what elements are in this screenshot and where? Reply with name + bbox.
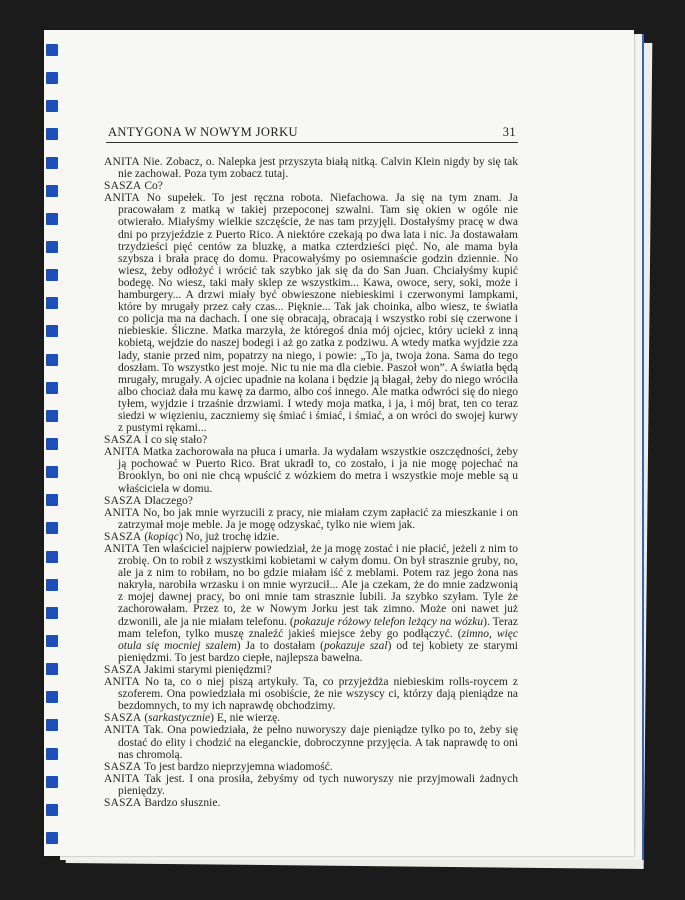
speech-text: Tak jest. I ona prosiła, żebyśmy od tych nuworyszy nie przyjmowali żadnych pieniędzy. bbox=[118, 772, 518, 797]
binding-hole bbox=[46, 72, 58, 84]
speech-text: Nie. Zobacz, o. Nalepka jest przyszyta białą nitką. Calvin Klein nigdy by się tak nie zachował. Poza tym zobacz tutaj. bbox=[118, 156, 518, 181]
speech-line bbox=[104, 676, 518, 712]
binding-hole bbox=[46, 691, 58, 703]
binding-hole bbox=[46, 551, 58, 563]
speech-text: Co? bbox=[144, 180, 163, 193]
binding-hole bbox=[46, 382, 58, 394]
binding-hole bbox=[46, 100, 58, 112]
binding-hole bbox=[46, 607, 58, 619]
binding-hole bbox=[46, 128, 58, 140]
binding-hole bbox=[46, 157, 58, 169]
running-title: ANTYGONA W NOWYM JORKU bbox=[108, 125, 298, 139]
binding-hole bbox=[46, 832, 58, 844]
stage-direction: sarkastycznie bbox=[148, 712, 211, 725]
stage-direction: zimno, więc otula się mocniej szalem bbox=[118, 627, 518, 652]
speech-text: Matka zachorowała na płuca i umarła. Ja wydałam wszystkie oszczędności, żeby ją pochować w Puerto Rico. Brat ukradł to, co zostało, i ja nie mogę pojechać na Brooklyn, bo oni nie chcą wpuścić z wózkiem do metra i wszystkie moje meble są u właściciela w domu. bbox=[118, 446, 518, 495]
speech-text: No ta, co o niej piszą artykuły. Ta, co przyjeżdża niebieskim rolls-roycem z szoferem. Ona powiedziała mi osobiście, że nie wszyscy ci, którzy dają pieniądze na bezdomnych, to my ich naprawdę obchodzimy. bbox=[118, 676, 518, 713]
binding-hole bbox=[46, 44, 58, 56]
speech-line bbox=[104, 664, 518, 676]
speech-text: To jest bardzo nieprzyjemna wiadomość. bbox=[144, 760, 333, 773]
binding-hole bbox=[46, 297, 58, 309]
speech-text: Jakimi starymi pieniędzmi? bbox=[144, 663, 272, 676]
speech-text: Ten właściciel najpierw powiedział, że ja mogę zostać i nie płacić, jeżeli z nim to zrobię. On to robił z wszystkimi kobietami w całym domu. On był strasznie gruby, no, ale ja z nim to robiłam, no bo gdzie miałam iść z meblami. Potem raz jego żona nas nakryła, narobiła wrzasku i on mnie wyrzucił... Ale ja czekam, że do mnie zadzwonią z mojej dawnej pracy, bo oni mnie tam strasznie lubili. Ja szybko szyłam. Tyle że zachorowałam. Przez to, że w Nowym Jorku jest tak zimno. Może oni nawet już dzwonili, ale ja nie miałam telefonu. ( bbox=[118, 543, 518, 628]
speech-line bbox=[104, 446, 518, 494]
speaker-name: ANITA bbox=[104, 506, 140, 519]
binding-hole bbox=[46, 438, 58, 450]
stage-direction: pokazuje różowy telefon leżący na wózku bbox=[293, 615, 484, 628]
speech-line bbox=[104, 761, 518, 773]
speaker-name: SASZA bbox=[104, 530, 142, 543]
binding-hole bbox=[46, 213, 58, 225]
speech-text: ( bbox=[144, 712, 149, 725]
binding-hole bbox=[46, 663, 58, 675]
binding-hole bbox=[46, 269, 58, 281]
speaker-name: SASZA bbox=[104, 796, 142, 809]
binding-hole bbox=[46, 241, 58, 253]
page-number: 31 bbox=[502, 125, 516, 139]
binding-hole bbox=[46, 466, 58, 478]
spiral-binding bbox=[46, 44, 62, 844]
stage-direction: kopiąc bbox=[148, 530, 179, 543]
speaker-name: SASZA bbox=[104, 180, 142, 193]
dialogue-text bbox=[104, 156, 518, 816]
speaker-name: SASZA bbox=[104, 434, 142, 447]
binding-hole bbox=[46, 719, 58, 731]
speech-text: No supełek. To jest ręczna robota. Niefachowa. Ja się na tym znam. Ja pracowałam z matką w takiej przepoconej szwalni. Tam się okien w ogóle nie otwierało. Miałyśmy wielkie szczęście, że nas tam przyjęli. Dostałyśmy pracę w dwa dni po przyjeździe z Puerto Rico. A niektóre czekają po dwa lata i nic. Ja dostawałam trzydzieści pięć centów za bluzkę, a matka czterdzieści pięć. No, ale mama była szybsza i brała pracę do domu. Pracowałyśmy po osiemnaście godzin dziennie. No wiesz, żeby odłożyć i wrócić tak szybko jak się da do San Juan. Chciałyśmy kupić bodegę. No wiesz, taki mały sklep ze wszystkim... Kawa, owoce, sery, soki, może i hamburgery... A drzwi miały być obwieszone niebieskimi i czerwonymi lampkami, które by mrugały przez cały czas... Pięknie... Tak jak choinka, albo wiesz, te światła co policja ma na dachach. I one się obracają, obracają i wszystko robi się czerwone i niebieskie. Śliczne. Matka marzyła, że któregoś dnia mój ojciec, który uciekł z inną kobietą, wejdzie do naszej bodegi i aż go zatka z podziwu. A wtedy matka wyjdzie zza lady, stanie przed nim, popatrzy na niego, i powie: „To ja, twoja żona. Sama do tego doszłam. To wszystko jest moje. Nic tu nie ma dla ciebie. Paszoł won”. A światła będą mrugały, mrugały. A ojciec upadnie na kolana i będzie ją błagał, żeby do niego wróciła albo chociaż dała mu kawę za darmo, albo coś innego. Ale matka odwróci się do niego tyłem, wyjdzie i trzaśnie drzwiami. I wtedy moja matka, i ja, i mój brat, ten co teraz siedzi w więzieniu, zaczniemy się śmiać i śmiać, i śmiać, a on wróci do swojej kurwy z pustymi rękami... bbox=[118, 192, 518, 435]
speaker-name: SASZA bbox=[104, 494, 142, 507]
binding-hole bbox=[46, 522, 58, 534]
binding-hole bbox=[46, 804, 58, 816]
speech-text: ) E, nie wierzę. bbox=[210, 712, 281, 725]
speaker-name: ANITA bbox=[104, 446, 140, 459]
binding-hole bbox=[46, 185, 58, 197]
speaker-name: ANITA bbox=[104, 156, 140, 168]
binding-hole bbox=[46, 748, 58, 760]
speech-line bbox=[104, 495, 518, 507]
binding-hole bbox=[46, 354, 58, 366]
speech-text: Dlaczego? bbox=[144, 494, 193, 507]
stage-direction: pokazuje szal bbox=[323, 639, 388, 652]
speech-line bbox=[104, 773, 518, 797]
binding-hole bbox=[46, 494, 58, 506]
speech-line bbox=[104, 192, 518, 434]
speech-text: ) Ja to dostałam ( bbox=[236, 639, 324, 652]
speaker-name: ANITA bbox=[104, 772, 140, 785]
speech-text: No, bo jak mnie wyrzucili z pracy, nie miałam czym zapłacić za mieszkanie i on zatrzymał moje meble. Ja je mogę odzyskać, tylko nie wiem jak. bbox=[118, 506, 518, 531]
running-header bbox=[106, 124, 518, 143]
speech-line bbox=[104, 531, 518, 543]
speaker-name: ANITA bbox=[104, 543, 140, 555]
speech-text: ). Teraz mam telefon, tylko muszę znaleźć jakieś miejsce żeby go podłączyć. ( bbox=[118, 615, 518, 640]
speaker-name: SASZA bbox=[104, 663, 142, 676]
binding-hole bbox=[46, 579, 58, 591]
binding-hole bbox=[46, 635, 58, 647]
speaker-name: ANITA bbox=[104, 192, 140, 205]
speech-text: I co się stało? bbox=[144, 434, 208, 447]
speech-text: Bardzo słusznie. bbox=[144, 796, 221, 809]
binding-hole bbox=[46, 776, 58, 788]
speech-text: ) No, już trochę idzie. bbox=[178, 530, 280, 543]
speaker-name: ANITA bbox=[104, 724, 140, 737]
speech-line bbox=[104, 797, 518, 809]
speech-line bbox=[104, 724, 518, 760]
speech-line bbox=[104, 507, 518, 531]
speech-text: ) od tej kobiety ze starymi pieniędzmi. To jest bardzo ciepłe, najlepsza bawełna. bbox=[118, 639, 518, 664]
speech-line bbox=[104, 434, 518, 446]
binding-hole bbox=[46, 410, 58, 422]
speaker-name: SASZA bbox=[104, 712, 142, 725]
speech-text: ( bbox=[144, 530, 149, 543]
speech-line bbox=[104, 712, 518, 724]
speech-line bbox=[104, 156, 518, 180]
speaker-name: SASZA bbox=[104, 760, 142, 773]
speaker-name: ANITA bbox=[104, 676, 140, 689]
speech-text: Tak. Ona powiedziała, że pełno nuworyszy daje pieniądze tylko po to, żeby się dostać do elity i chodzić na eleganckie, dobroczynne przyjęcia. A tak naprawdę to oni nas chromolą. bbox=[118, 724, 518, 761]
speech-line bbox=[104, 543, 518, 664]
binding-hole bbox=[46, 325, 58, 337]
speech-line bbox=[104, 180, 518, 192]
